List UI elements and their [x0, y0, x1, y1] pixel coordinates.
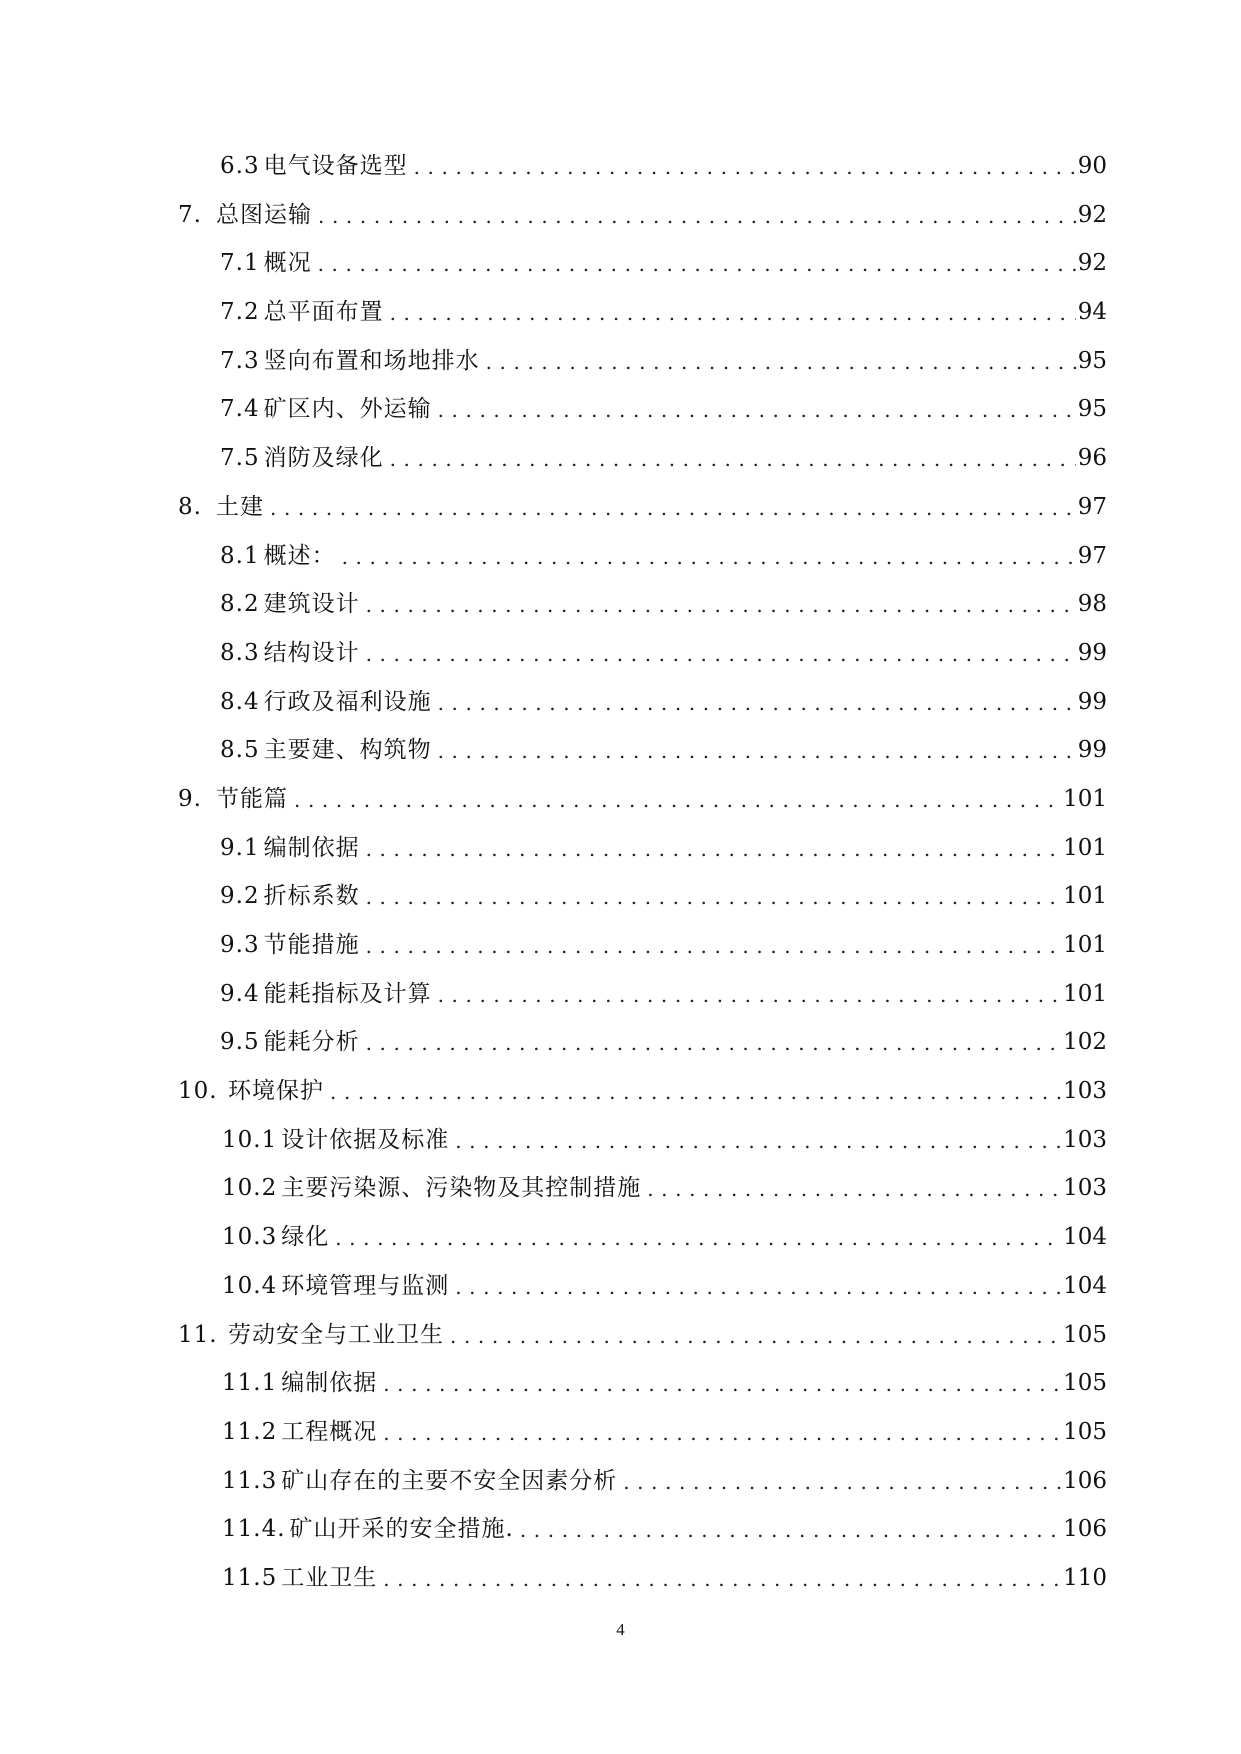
- toc-entry-title: 总图运输: [216, 201, 312, 228]
- toc-entry-page: 99: [1077, 639, 1107, 666]
- toc-entry-page: 105: [1063, 1370, 1107, 1397]
- toc-entry-number: 11.3: [222, 1467, 278, 1494]
- toc-entry-title: 能耗分析: [263, 1029, 360, 1056]
- toc-entry-page: 98: [1077, 591, 1107, 618]
- toc-entry-title: 竖向布置和场地排水: [263, 347, 480, 374]
- toc-entry-page: 90: [1077, 153, 1107, 179]
- toc-entry-title: 土建: [216, 493, 264, 520]
- toc-entry-title: 节能措施: [263, 932, 360, 958]
- toc-section-entry[interactable]: [0, 151, 1241, 200]
- toc-entry-page: 97: [1077, 493, 1107, 520]
- toc-entry-title: 折标系数: [263, 883, 360, 910]
- toc-entry-page: 95: [1077, 347, 1107, 374]
- toc-section-entry[interactable]: [0, 881, 1241, 930]
- toc-entry-page: 97: [1077, 542, 1107, 569]
- toc-entry-title: 设计依据及标准: [281, 1126, 450, 1153]
- toc-dot-leader: [366, 931, 1062, 961]
- toc-entry-page: 104: [1063, 1272, 1107, 1299]
- toc-chapter-entry[interactable]: [0, 200, 1241, 249]
- toc-dot-leader: [647, 1174, 1061, 1204]
- toc-entry-title: 电气设备选型: [263, 153, 408, 179]
- toc-dot-leader: [438, 688, 1076, 718]
- toc-entry-page: 106: [1063, 1516, 1107, 1543]
- toc-entry-page: 101: [1063, 980, 1107, 1007]
- toc-chapter-entry[interactable]: [0, 784, 1241, 833]
- toc-entry-number: 10.: [178, 1078, 218, 1105]
- toc-entry-page: 95: [1077, 396, 1107, 423]
- toc-entry-title: 主要建、构筑物: [263, 737, 432, 764]
- toc-entry-number: 7.3: [220, 347, 260, 374]
- toc-section-entry[interactable]: [0, 346, 1241, 395]
- toc-entry-number: 7.5: [220, 445, 260, 472]
- toc-dot-leader: [438, 395, 1076, 425]
- toc-entry-number: 9.3: [220, 932, 260, 958]
- toc-dot-leader: [318, 201, 1076, 231]
- toc-entry-page: 103: [1063, 1175, 1107, 1202]
- toc-entry-page: 99: [1077, 737, 1107, 764]
- toc-entry-page: 106: [1063, 1467, 1107, 1494]
- toc-section-entry[interactable]: [0, 1271, 1241, 1320]
- toc-dot-leader: [366, 590, 1076, 620]
- toc-section-entry[interactable]: [0, 1466, 1241, 1515]
- toc-dot-leader: [438, 980, 1062, 1010]
- toc-dot-leader: [383, 1369, 1061, 1399]
- toc-chapter-entry[interactable]: [0, 492, 1241, 541]
- toc-entry-title: 总平面布置: [263, 299, 384, 326]
- toc-dot-leader: [520, 1515, 1061, 1545]
- page-number: 4: [616, 1620, 625, 1639]
- toc-entry-page: 105: [1063, 1418, 1107, 1445]
- toc-entry-title: 绿化: [281, 1224, 330, 1251]
- toc-entry-page: 102: [1063, 1029, 1107, 1056]
- toc-entry-title: 劳动安全与工业卫生: [228, 1321, 444, 1348]
- toc-entry-number: 11.2: [222, 1418, 278, 1445]
- toc-section-entry[interactable]: [0, 1222, 1241, 1271]
- toc-entry-number: 9.4: [220, 980, 260, 1007]
- toc-entry-number: 8.5: [220, 737, 260, 764]
- toc-dot-leader: [342, 542, 1076, 572]
- toc-entry-page: 101: [1063, 932, 1107, 958]
- toc-section-entry[interactable]: [0, 1417, 1241, 1466]
- table-of-contents: [0, 151, 1241, 1612]
- toc-dot-leader: [438, 736, 1076, 766]
- toc-dot-leader: [366, 882, 1062, 912]
- toc-entry-number: 11.4.: [222, 1516, 286, 1543]
- toc-entry-number: 7.: [178, 201, 202, 228]
- toc-entry-title: 建筑设计: [263, 591, 360, 618]
- toc-entry-number: 9.: [178, 785, 202, 812]
- toc-entry-title: 概述：: [263, 542, 336, 569]
- toc-section-entry[interactable]: [0, 297, 1241, 346]
- toc-entry-title: 行政及福利设施: [263, 688, 432, 715]
- toc-section-entry[interactable]: [0, 687, 1241, 736]
- toc-section-entry[interactable]: [0, 1027, 1241, 1076]
- toc-entry-number: 10.1: [222, 1126, 278, 1153]
- toc-entry-title: 工程概况: [281, 1418, 378, 1445]
- toc-entry-page: 103: [1063, 1126, 1107, 1153]
- toc-entry-title: 环境管理与监测: [281, 1272, 450, 1299]
- toc-section-entry[interactable]: [0, 1563, 1241, 1612]
- toc-entry-title: 矿区内、外运输: [263, 396, 432, 423]
- toc-section-entry[interactable]: [0, 1368, 1241, 1417]
- toc-dot-leader: [366, 639, 1076, 669]
- toc-dot-leader: [366, 834, 1062, 864]
- toc-dot-leader: [414, 152, 1076, 182]
- toc-entry-page: 92: [1077, 250, 1107, 277]
- toc-entry-number: 9.1: [220, 834, 260, 861]
- toc-section-entry[interactable]: [0, 541, 1241, 590]
- toc-entry-title: 矿山开采的安全措施.: [289, 1516, 514, 1543]
- toc-entry-number: 10.3: [222, 1224, 278, 1251]
- toc-entry-title: 能耗指标及计算: [263, 980, 432, 1007]
- toc-dot-leader: [455, 1272, 1061, 1302]
- toc-entry-title: 矿山存在的主要不安全因素分析: [281, 1467, 618, 1494]
- toc-entry-title: 编制依据: [281, 1370, 378, 1397]
- toc-dot-leader: [383, 1564, 1061, 1594]
- toc-section-entry[interactable]: [0, 1514, 1241, 1563]
- toc-dot-leader: [450, 1321, 1061, 1351]
- toc-entry-page: 105: [1063, 1321, 1107, 1348]
- toc-section-entry[interactable]: [0, 735, 1241, 784]
- toc-dot-leader: [390, 444, 1076, 474]
- toc-entry-number: 11.5: [222, 1564, 278, 1591]
- toc-dot-leader: [623, 1467, 1061, 1497]
- toc-entry-title: 编制依据: [263, 834, 360, 861]
- toc-entry-number: 9.5: [220, 1029, 260, 1056]
- toc-entry-page: 103: [1063, 1078, 1107, 1105]
- toc-entry-number: 8.4: [220, 688, 260, 715]
- toc-dot-leader: [455, 1126, 1061, 1156]
- toc-section-entry[interactable]: [0, 930, 1241, 979]
- toc-entry-number: 10.4: [222, 1272, 278, 1299]
- toc-entry-number: 9.2: [220, 883, 260, 910]
- toc-entry-number: 8.: [178, 493, 202, 520]
- toc-entry-page: 101: [1063, 883, 1107, 910]
- toc-chapter-entry[interactable]: [0, 1320, 1241, 1369]
- toc-dot-leader: [390, 298, 1076, 328]
- toc-chapter-entry[interactable]: [0, 1076, 1241, 1125]
- toc-entry-number: 8.2: [220, 591, 260, 618]
- toc-section-entry[interactable]: [0, 1173, 1241, 1222]
- toc-entry-title: 工业卫生: [281, 1564, 378, 1591]
- toc-dot-leader: [383, 1418, 1061, 1448]
- toc-entry-page: 101: [1063, 785, 1107, 812]
- toc-section-entry[interactable]: [0, 1125, 1241, 1174]
- toc-entry-page: 104: [1063, 1224, 1107, 1251]
- toc-entry-number: 6.3: [220, 153, 260, 179]
- toc-entry-number: 10.2: [222, 1175, 278, 1202]
- toc-entry-title: 节能篇: [216, 785, 288, 812]
- toc-dot-leader: [330, 1077, 1061, 1107]
- toc-entry-number: 8.1: [220, 542, 260, 569]
- toc-section-entry[interactable]: [0, 394, 1241, 443]
- toc-section-entry[interactable]: [0, 443, 1241, 492]
- toc-entry-page: 110: [1063, 1564, 1107, 1591]
- toc-entry-title: 环境保护: [228, 1078, 324, 1105]
- toc-dot-leader: [294, 785, 1061, 815]
- toc-entry-number: 7.4: [220, 396, 260, 423]
- toc-section-entry[interactable]: [0, 248, 1241, 297]
- toc-dot-leader: [318, 249, 1076, 279]
- toc-section-entry[interactable]: [0, 979, 1241, 1028]
- toc-entry-page: 92: [1077, 201, 1107, 228]
- toc-entry-title: 消防及绿化: [263, 445, 384, 472]
- toc-entry-number: 11.1: [222, 1370, 278, 1397]
- toc-entry-page: 94: [1077, 299, 1107, 326]
- toc-entry-title: 主要污染源、污染物及其控制措施: [281, 1175, 642, 1202]
- toc-entry-number: 7.1: [220, 250, 260, 277]
- toc-entry-title: 结构设计: [263, 639, 360, 666]
- toc-dot-leader: [486, 347, 1076, 377]
- toc-dot-leader: [366, 1028, 1062, 1058]
- toc-entry-page: 101: [1063, 834, 1107, 861]
- toc-entry-number: 11.: [178, 1321, 218, 1348]
- toc-section-entry[interactable]: [0, 638, 1241, 687]
- toc-entry-page: 96: [1077, 445, 1107, 472]
- toc-section-entry[interactable]: [0, 833, 1241, 882]
- toc-entry-number: 7.2: [220, 299, 260, 326]
- toc-entry-page: 99: [1077, 688, 1107, 715]
- toc-dot-leader: [270, 493, 1076, 523]
- toc-entry-number: 8.3: [220, 639, 260, 666]
- toc-entry-title: 概况: [263, 250, 312, 277]
- toc-section-entry[interactable]: [0, 589, 1241, 638]
- toc-dot-leader: [335, 1223, 1061, 1253]
